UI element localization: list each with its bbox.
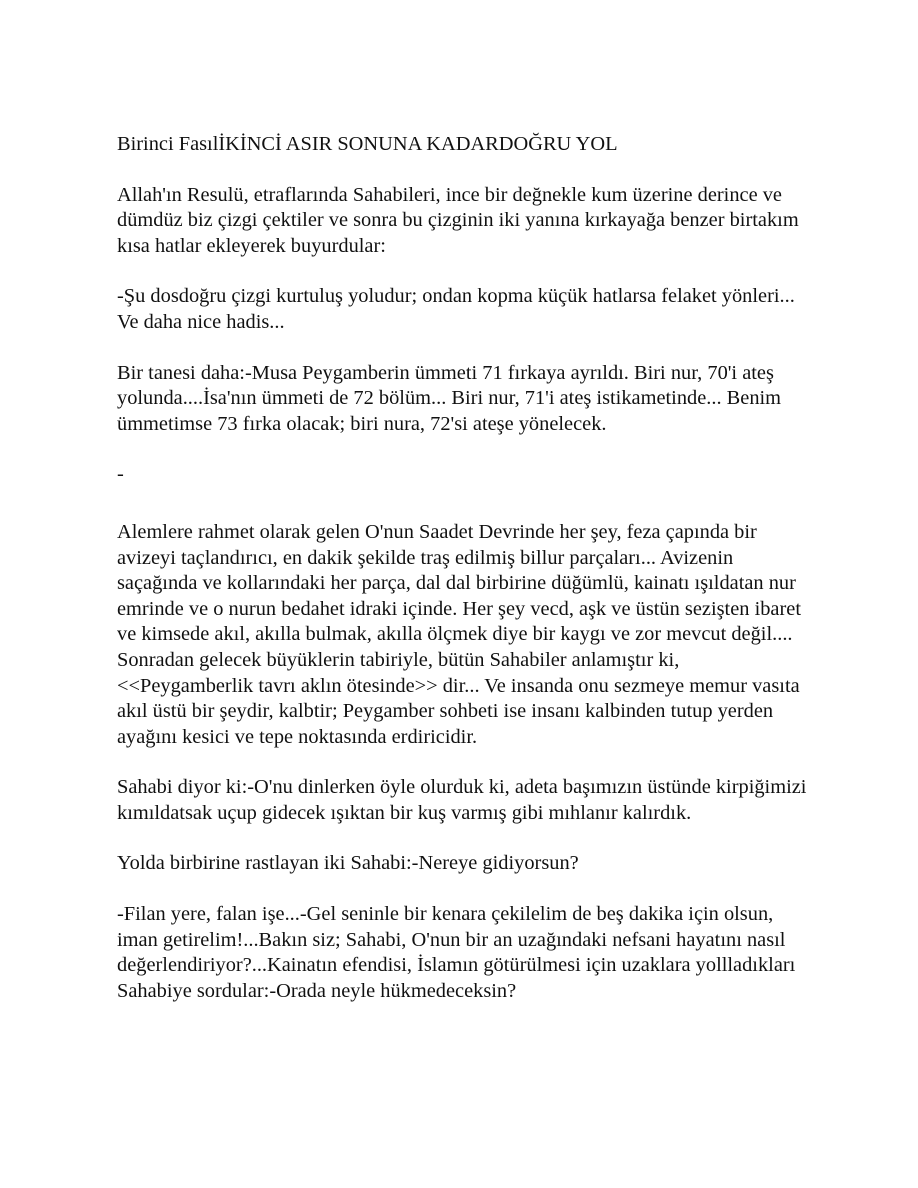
paragraph-8: -Filan yere, falan işe...-Gel seninle bir kenara çekilelim de beş dakika için olsun, iman getirelim!...Bakın siz; Sahabi, O'nun bir an uzağındaki nefsani hayatını nasıl değerlendiriyor?...Kainatın efendisi, İslamın götürülmesi için uzaklara yollladıkları Sahabiye sordular:-Orada neyle hükmedeceksin?	[117, 903, 796, 1002]
paragraph-3: Bir tanesi daha:-Musa Peygamberin ümmeti 71 fırkaya ayrıldı. Biri nur, 70'i ateş yolunda....İsa'nın ümmeti de 72 bölüm... Biri nur, 71'i ateş istikametinde... Benim ümmetimse 73 fırka olacak; biri nura, 72'si ateşe yönelecek.	[117, 361, 782, 435]
paragraph-2: -Şu dosdoğru çizgi kurtuluş yoludur; ondan kopma küçük hatlarsa felaket yönleri... Ve daha nice hadis...	[117, 285, 795, 333]
paragraph-6: Sahabi diyor ki:-O'nu dinlerken öyle olurduk ki, adeta başımızın üstünde kirpiğimizi kımıldatsak uçup gidecek ışıktan bir kuş varmış gibi mıhlanır kalırdık.	[117, 776, 807, 824]
paragraph-7: Yolda birbirine rastlayan iki Sahabi:-Nereye gidiyorsun?	[117, 852, 579, 875]
paragraph-4: -	[117, 463, 124, 486]
document-heading: Birinci FasılİKİNCİ ASIR SONUNA KADARDOĞRU YOL	[117, 133, 618, 155]
document-page	[117, 132, 807, 1029]
paragraph-5: Alemlere rahmet olarak gelen O'nun Saadet Devrinde her şey, feza çapında bir avizeyi taçlandırıcı, en dakik şekilde traş edilmiş billur parçaları... Avizenin saçağında ve kollarındaki her parça, dal dal birbirine düğümlü, kainatı ışıldatan nur emrinde ve o nurun bedahet idraki içinde. Her şey vecd, aşk ve üstün sezişten ibaret ve kimsede akıl, akılla bulmak, akılla ölçmek diye bir kaygı ve zor mevcut değil.... Sonradan gelecek büyüklerin tabiriyle, bütün Sahabiler anlamıştır ki, <<Peygamberlik tavrı aklın ötesinde>> dir... Ve insanda onu sezmeye memur vasıta akıl üstü bir şeydir, kalbtir; Peygamber sohbeti ise insanı kalbinden tutup yerden ayağını kesici ve tepe noktasında erdiricidir.	[117, 520, 801, 748]
paragraph-1: Allah'ın Resulü, etraflarında Sahabileri, ince bir değnekle kum üzerine derince ve dümdüz biz çizgi çektiler ve sonra bu çizginin iki yanına kırkayağa benzer birtakım kısa hatlar ekleyerek buyurdular:	[117, 183, 799, 257]
